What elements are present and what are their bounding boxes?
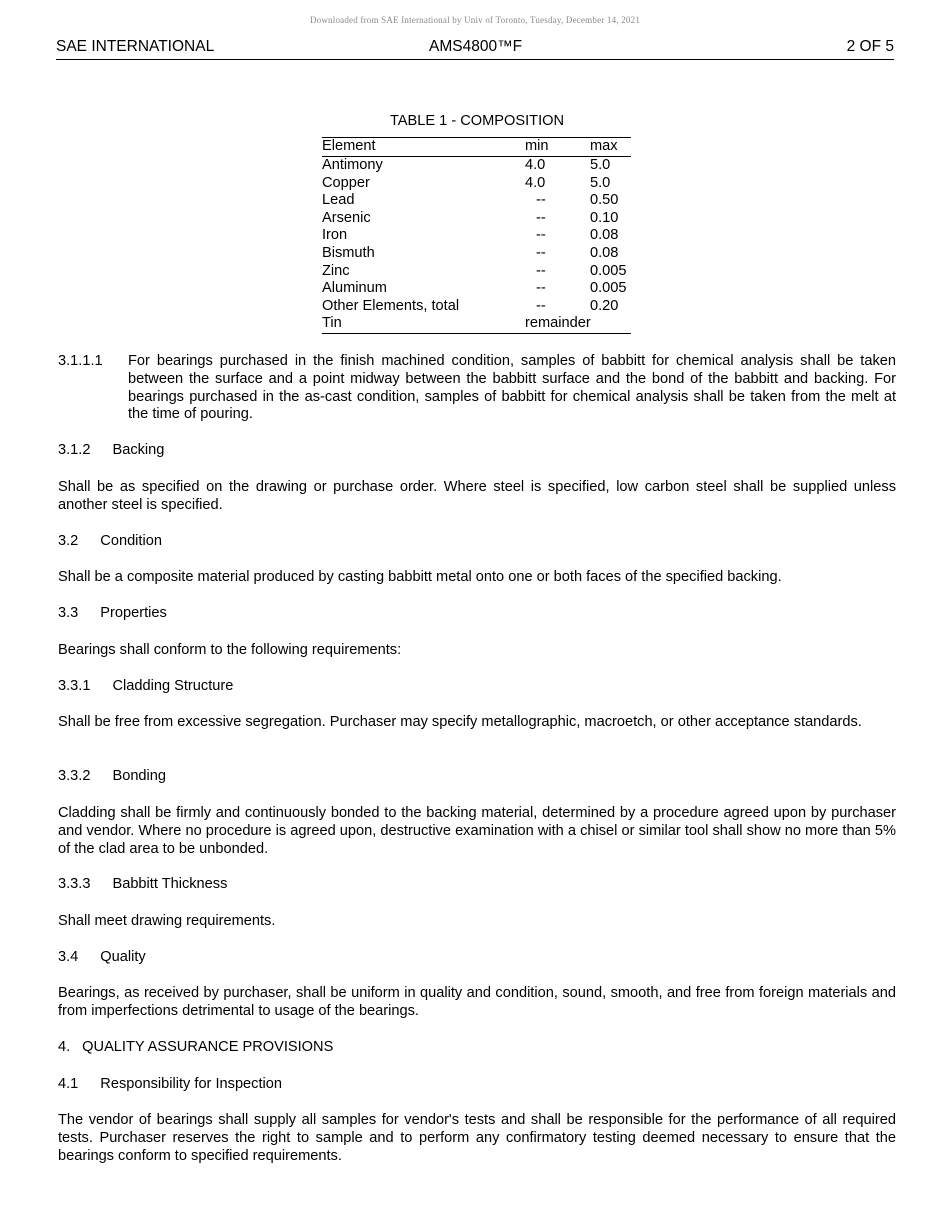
section-number: 3.4 xyxy=(58,949,79,965)
paragraph-4-1: The vendor of bearings shall supply all samples for vendor's tests and shall be responsible for the performance of all required tests. Purchaser reserves the right to sample and to perform any confirmatory testing deemed necessary to ensure that the bearings conform to specified requirements. xyxy=(58,1112,896,1164)
heading-3-3-2 xyxy=(58,768,896,786)
page-header xyxy=(56,38,894,60)
table-row xyxy=(322,298,631,316)
section-3-1-1-1 xyxy=(58,353,896,424)
cell-min: 4.0 xyxy=(525,174,546,191)
section-title: Responsibility for Inspection xyxy=(100,1076,282,1092)
cell-element: Tin xyxy=(322,315,342,332)
heading-3-3-3 xyxy=(58,876,896,894)
paragraph-3-4: Bearings, as received by purchaser, shall be uniform in quality and condition, sound, smooth, and free from foreign materials and from imperfections detrimental to usage of the bearings. xyxy=(58,985,896,1019)
download-watermark: Downloaded from SAE International by Univ of Toronto, Tuesday, December 14, 2021 xyxy=(309,15,641,25)
column-header-element: Element xyxy=(322,138,376,155)
cell-element: Zinc xyxy=(322,262,350,279)
cell-element: Iron xyxy=(322,227,348,244)
section-number: 3.3.3 xyxy=(58,876,91,892)
cell-min: -- xyxy=(536,209,546,226)
cell-element: Bismuth xyxy=(322,244,375,261)
table-row xyxy=(322,263,631,281)
cell-max: 5.0 xyxy=(590,174,611,191)
section-number: 4. xyxy=(58,1039,71,1055)
section-title: Backing xyxy=(112,442,165,458)
paragraph-3-1-2: Shall be as specified on the drawing or purchase order. Where steel is specified, low carbon steel shall be supplied unless another steel is specified. xyxy=(58,479,896,513)
cell-max: 0.20 xyxy=(590,297,619,314)
table-title: TABLE 1 - COMPOSITION xyxy=(389,113,565,129)
cell-element: Other Elements, total xyxy=(322,297,460,314)
cell-min: -- xyxy=(536,280,546,297)
cell-min: -- xyxy=(536,227,546,244)
paragraph-3-3-2: Cladding shall be firmly and continuously bonded to the backing material, determined by a procedure agreed upon by purchaser and vendor. Where no procedure is agreed upon, destructive examination with a chisel or similar tool shall show no more than 5% of the clad area to be unbonded. xyxy=(58,805,896,857)
cell-remainder: remainder xyxy=(525,315,591,332)
column-header-min: min xyxy=(525,138,549,155)
heading-4-1 xyxy=(58,1076,896,1094)
section-number: 4.1 xyxy=(58,1076,79,1092)
cell-element: Aluminum xyxy=(322,280,387,297)
cell-element: Lead xyxy=(322,192,355,209)
cell-min: -- xyxy=(536,244,546,261)
heading-3-4 xyxy=(58,949,896,967)
section-number: 3.3.1 xyxy=(58,678,91,694)
section-text: For bearings purchased in the finish machined condition, samples of babbitt for chemical analysis shall be taken between the surface and a point midway between the babbitt surface and the bond of the babbitt and backing. For bearings purchased in the as-cast condition, samples of babbitt for chemical analysis shall be taken from the melt at the time of pouring. xyxy=(128,353,896,423)
header-organization: SAE INTERNATIONAL xyxy=(56,38,215,55)
cell-max: 0.005 xyxy=(590,280,627,297)
heading-3-2 xyxy=(58,533,896,551)
table-row xyxy=(322,192,631,210)
heading-3-1-2 xyxy=(58,442,896,460)
section-title: Properties xyxy=(100,605,167,621)
table-row xyxy=(322,280,631,298)
heading-4 xyxy=(58,1039,896,1057)
section-number: 3.3 xyxy=(58,605,79,621)
paragraph-3-2: Shall be a composite material produced by casting babbitt metal onto one or both faces of the specified backing. xyxy=(58,569,782,585)
header-document-id: AMS4800™F xyxy=(429,38,523,55)
table-row xyxy=(322,157,631,175)
cell-min: -- xyxy=(536,297,546,314)
header-page-number: 2 OF 5 xyxy=(846,38,894,55)
cell-max: 0.08 xyxy=(590,227,619,244)
paragraph-3-3-1: Shall be free from excessive segregation. Purchaser may specify metallographic, macroetch, or other acceptance standards. xyxy=(58,714,862,730)
cell-max: 0.50 xyxy=(590,192,619,209)
paragraph-3-3: Bearings shall conform to the following requirements: xyxy=(58,642,402,658)
section-number: 3.1.2 xyxy=(58,442,91,458)
table-row xyxy=(322,175,631,193)
cell-max: 0.005 xyxy=(590,262,627,279)
cell-min: 4.0 xyxy=(525,157,546,173)
section-number: 3.1.1.1 xyxy=(58,353,103,369)
table-row-tin xyxy=(322,315,631,333)
table-header-row xyxy=(322,138,631,157)
cell-max: 5.0 xyxy=(590,157,611,173)
cell-max: 0.10 xyxy=(590,209,619,226)
table-row xyxy=(322,210,631,228)
table-row xyxy=(322,245,631,263)
cell-element: Arsenic xyxy=(322,209,371,226)
section-title: QUALITY ASSURANCE PROVISIONS xyxy=(82,1039,334,1055)
composition-table xyxy=(322,137,631,334)
section-title: Quality xyxy=(100,949,146,965)
cell-element: Antimony xyxy=(322,157,383,173)
heading-3-3-1 xyxy=(58,678,896,696)
section-number: 3.2 xyxy=(58,533,79,549)
cell-min: -- xyxy=(536,192,546,209)
paragraph-3-3-3: Shall meet drawing requirements. xyxy=(58,913,276,929)
cell-min: -- xyxy=(536,262,546,279)
cell-element: Copper xyxy=(322,174,370,191)
cell-max: 0.08 xyxy=(590,244,619,261)
table-row xyxy=(322,227,631,245)
section-title: Condition xyxy=(100,533,162,549)
section-title: Babbitt Thickness xyxy=(112,876,228,892)
heading-3-3 xyxy=(58,605,896,623)
column-header-max: max xyxy=(590,138,618,155)
section-title: Bonding xyxy=(112,768,167,784)
section-number: 3.3.2 xyxy=(58,768,91,784)
section-title: Cladding Structure xyxy=(112,678,234,694)
